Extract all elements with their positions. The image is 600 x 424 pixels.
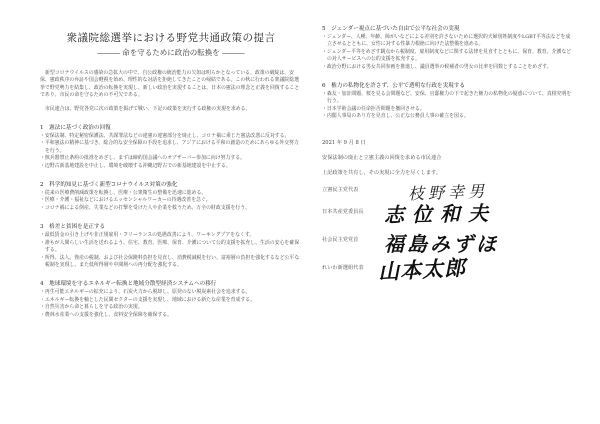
section-2-item: ・コロナ禍による倒産、失業などの打撃を受けた人や企業を救うため、万全の財政支援を行う。 [40,204,251,211]
document-subtitle: ――― 命を守るために政治の転換を ――― [97,48,245,57]
endorsement-statement: 上記政策を共有し、その実現に全力を尽くします。 [322,169,441,176]
signatory-row [322,254,572,292]
section-1-item: ・辺野古新基地建設を中止し、環境を破壊する沖縄辺野古での新基地建設を中止する。 [40,162,231,169]
section-1-item: ・平和憲法の精神に基づき、総合的な安全保障の手段を追求し、アジアにおける平和の創造のためにあらゆる外交努力を行う。 [40,140,299,154]
section-5-item: ・ジェンダー平等をめざす観点から税制度、雇用制度などに関する法律を見直すとともに、保育、教育、介護などの対人サービスへの公的支援を拡充する。 [322,48,572,63]
party-name: 日本共産党委員長 [322,208,364,215]
section-2-item: ・従来の医療費削減政策を転換し、医療・公衆衛生の整備を迅速に進める。 [40,190,207,197]
document-title: 衆議院総選挙における野党共通政策の提言 [66,32,276,44]
section-6-item: ・内閣人事局のあり方を見直し、公正な公務員人事の確立を図る。 [322,113,469,120]
party-name: 社会民主党党首 [322,236,359,243]
intro-paragraph-2: 市民連合は、野党各党に次の政策を掲げて戦い、下記の政策を実行する政権の実現を求める。 [45,105,251,112]
section-1-item: ・安保法制、特定秘密保護法、共謀罪法などの違憲の違憲部分を廃止し、コロナ禍に乗じた憲法改悪に反対する。 [40,133,290,140]
section-heading-6: 6 権力の私物化を許さず、公平で透明な行政を実現する [322,83,465,90]
section-3-item: ・誰もが人間らしい生活を送れるよう、住宅、教育、医療、保育、介護について公的支援を拡充し、生活の安心を確保する。 [40,239,300,254]
section-heading-5: 5 ジェンダー視点に基づいた自由で公平な社会の実現 [322,26,460,32]
section-4-item: ・再生可能エネルギーの拡充により、石炭火力から脱却し、原発のない脱炭素社会を追求する。 [40,289,251,296]
intro-paragraph-1: 新型コロナウイルスの感染の急拡大の中で、自公政権の統治能力の欠如は明らかとなっている。政策の破綻は、安保、憲政秩序の弁証や国会軽視を始め、理性的な対話を拒絶してきたことの帰結である。この秋に行われる衆議院総選挙で野党勢力を結集し、政治の転換を実現し、新しい政治を実現することは、日本の憲法の理念と正義を回復することであり、市民の命を守るための不可欠である。 [40,70,300,99]
section-6-item: ・日本学術会議の任命拒否問題を撤回させる。 [322,105,425,112]
section-1-item: ・核兵器禁止条約の批准をめざし、まずは締約国会議へのオブザーバー参加に向け努力する。 [40,155,246,162]
section-heading-1: 1 憲法に基づく政治の回復 [40,125,111,132]
handwritten-signature: 志位和夫 [383,200,497,227]
section-2-item: ・医療・介護・福祉などにおけるエッセンシャルワーカーの待遇改善を急ぐ。 [40,197,211,204]
section-4-item: ・農林水産業への支援を強化し、食料安全保障を確保する。 [40,311,173,318]
handwritten-signature: 山本太郎 [377,254,467,284]
party-name: 立憲民主党代表 [322,186,359,193]
document-date: 2021 年 9 月 8 日 [322,139,366,146]
section-4-item: ・自然災害から命と暮らしを守る政治の実現。 [40,304,143,311]
handwritten-signature: 枝野幸男 [407,181,489,204]
organization-name: 安保法制の廃止と立憲主義の回復を求める市民連合 [322,154,442,161]
handwritten-signature: 福島みずほ [384,231,499,256]
section-3-item: ・所得、法人、資産の税制、および社会保険料負担を見直し、消費税減税を行い、富裕層の負担を強化するなど公平な税制を実現し、また低所得層や中間層への再分配を強化する。 [40,254,300,268]
section-6-item: ・森友・加計問題、桜を見る会問題など、安保、官邸権力の下で起きた権力の私物化の疑惑について、真相究明を行う。 [322,91,572,105]
party-name: れいわ新選組代表 [322,264,364,271]
section-heading-2: 2 科学的知見に基づく新型コロナウイルス対策の強化 [40,182,178,189]
section-5-item: ・政治分野における男女共同参画を推進し、議員選挙の候補者の男女の比率を同数とすることをめざす。 [322,63,552,70]
section-3-item: ・最低賃金の引き上げや非正規雇用・フリーランスの処遇改善により、ワーキングプアをなくす。 [40,232,255,239]
section-heading-4: 4 地球環境を守るエネルギー転換と地域分散型経済システムへの移行 [40,281,217,288]
section-heading-3: 3 格差と貧困を是正する [40,224,106,231]
left-column [40,24,302,319]
right-column [322,24,572,292]
section-4-item: ・エネルギー転換を軸とした民間セクターの支援を実現し、地域における新たな産業を育成する。 [40,296,256,303]
section-5-item: ・ジェンダー、人種、年齢、障がいなどによる差別を許さないために選択的夫婦別姓制度やLGBT平等法などを成立させるとともに、女性に対する性暴力根絶に向けた法整備を進める。 [322,34,571,48]
